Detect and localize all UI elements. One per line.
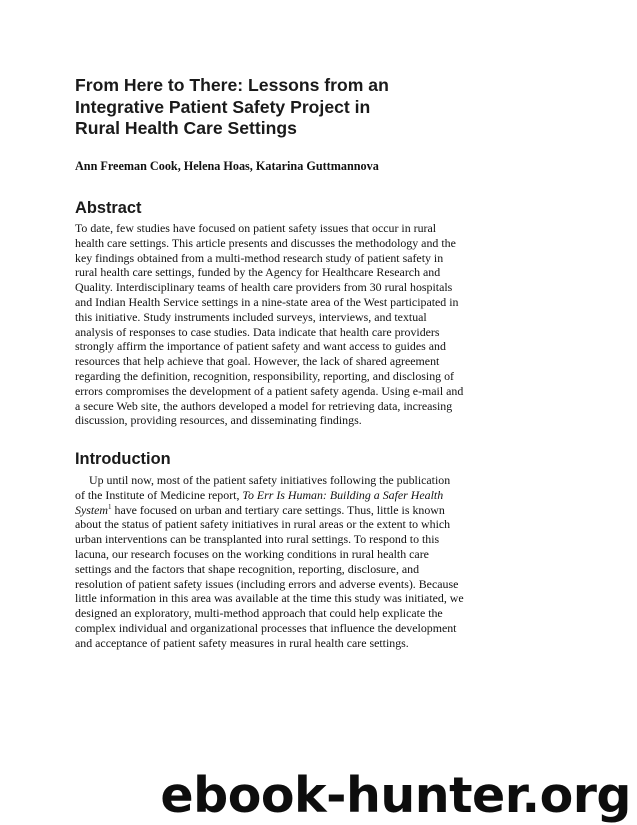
- cited-report-title: To Err Is Human: Building a Safer Health: [242, 487, 444, 502]
- abstract-line: rural health care settings, funded by the Agency for Healthcare Research and: [75, 265, 441, 280]
- intro-line: about the status of patient safety initiatives in rural areas or the extent to which: [75, 517, 451, 532]
- introduction-heading: Introduction: [75, 450, 171, 468]
- cited-report-title-end: System: [75, 502, 109, 517]
- abstract-line: errors compromises the development of a patient safety agenda. Using e-mail and: [75, 383, 464, 398]
- intro-line: complex individual and organizational processes that influence the development: [75, 620, 457, 635]
- author-list: Ann Freeman Cook, Helena Hoas, Katarina Guttmannova: [75, 159, 379, 173]
- intro-line: urban interventions can be transplanted into rural settings. To respond to this: [75, 532, 440, 547]
- abstract-line: regarding the definition, recognition, responsibility, reporting, and disclosing of: [75, 368, 454, 383]
- introduction-body: [75, 473, 464, 651]
- title-line: Integrative Patient Safety Project in: [75, 96, 371, 117]
- watermark-text: ebook-hunter.org: [160, 767, 631, 824]
- abstract-line: Quality. Interdisciplinary teams of health care providers from 30 rural hospitals: [75, 280, 453, 295]
- intro-line: lacuna, our research focuses on the working conditions in rural health care: [75, 546, 429, 561]
- abstract-line: strongly affirm the importance of patient safety and want access to guides and: [75, 339, 446, 354]
- title-line: From Here to There: Lessons from an: [75, 75, 389, 95]
- abstract-line: resources that help achieve that goal. However, the lack of shared agreement: [75, 354, 440, 369]
- intro-line: [75, 503, 464, 518]
- title-line: Rural Health Care Settings: [75, 118, 297, 138]
- intro-line: settings and the factors that shape recognition, reporting, disclosure, and: [75, 561, 420, 576]
- abstract-line: discussion, providing resources, and disseminating findings.: [75, 413, 362, 428]
- intro-line: little information in this area was available at the time this study was initiated, we: [75, 591, 464, 606]
- intro-text: of the Institute of Medicine report,: [75, 487, 243, 502]
- abstract-line: To date, few studies have focused on patient safety issues that occur in rural: [75, 221, 437, 235]
- abstract-line: key findings obtained from a multi-method research study of patient safety in: [75, 250, 444, 265]
- abstract-line: and Indian Health Service settings in a nine-state area of the West participated in: [75, 294, 459, 309]
- paper-title: [75, 75, 495, 140]
- intro-line: designed an exploratory, multi-method approach that could help explicate the: [75, 606, 443, 621]
- intro-line: Up until now, most of the patient safety initiatives following the publication: [89, 473, 451, 487]
- intro-line: [75, 488, 464, 503]
- intro-line: and acceptance of patient safety measures in rural health care settings.: [75, 635, 409, 650]
- abstract-line: health care settings. This article presents and discusses the methodology and the: [75, 235, 456, 250]
- intro-text: have focused on urban and tertiary care settings. Thus, little is known: [111, 502, 445, 517]
- abstract-heading: Abstract: [75, 199, 142, 217]
- abstract-line: a secure Web site, the authors developed a model for retrieving data, increasing: [75, 398, 453, 413]
- intro-line: resolution of patient safety issues (including errors and adverse events). Because: [75, 576, 459, 591]
- abstract-body: [75, 221, 463, 428]
- footnote-marker[interactable]: 1: [108, 502, 112, 511]
- abstract-line: this initiative. Study instruments included surveys, interviews, and textual: [75, 309, 427, 324]
- abstract-line: analysis of responses to case studies. Data indicate that health care providers: [75, 324, 440, 339]
